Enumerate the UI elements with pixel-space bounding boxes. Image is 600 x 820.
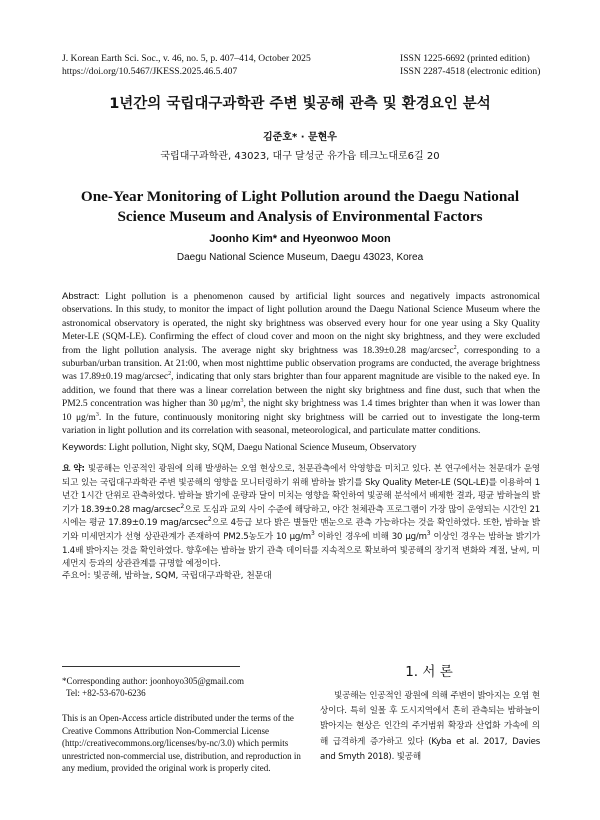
license-note: This is an Open-Access article distributed under the terms of the Creative Commons Attribution Non-Commercial License (http://creativecommons.org/licenses/by-nc/3.0) which permits unrestricted non-commercial use, distribution, and reproduction in any medium, provided the original work is properly cited. bbox=[62, 713, 301, 774]
korean-keywords-label: 주요어: bbox=[62, 571, 91, 581]
issn-print: ISSN 1225-6692 (printed edition) bbox=[400, 53, 530, 64]
abstract-text: . In the future, continuously monitoring night sky brightness will be carried out to investigate the long-term variation in light pollution and its correlation with seasonal, meteorological, and particulate matter conditions. bbox=[62, 412, 540, 437]
footnote-divider bbox=[62, 666, 240, 667]
journal-citation bbox=[62, 52, 352, 78]
korean-keywords-text: 빛공해, 밤하늘, SQM, 국립대구과학관, 천문대 bbox=[90, 571, 272, 581]
abstract-text: , indicating that only stars brighter than four apparent magnitude are visible to the naked eye. In addition, we found that there was a linear correlation between the night sky brightness and fine dust, such that when the PM2.5 concentration was higher than 30 μg/m bbox=[62, 372, 540, 410]
korean-keywords bbox=[62, 568, 540, 581]
abstract-text: Light pollution is a phenomenon caused by artificial light sources and negatively impacts astronomical observations. In this study, to monitor the impact of light pollution around the Daegu National Science Museum where the astronomical observatory is operated, the night sky brightness was observed every hour for one year using a Sky Quality Meter-LE (SQM-LE). Confirming the effect of cloud cover and moon on the night sky brightness, and they were excluded from the light pollution analysis. The average night sky brightness was 18.39±0.28 mag/arcsec bbox=[62, 292, 540, 356]
doi-link[interactable]: https://doi.org/10.5467/JKESS.2025.46.5.407 bbox=[62, 66, 238, 77]
english-affiliation: Daegu National Science Museum, Daegu 43023, Korea bbox=[176, 252, 424, 263]
abstract-label: Abstract: bbox=[62, 291, 100, 302]
superscript: 2 bbox=[453, 344, 457, 351]
korean-abstract-text: 이하인 경우에 비해 30 μg/m bbox=[314, 531, 427, 542]
section-title-introduction: 1. 서 론 bbox=[405, 664, 453, 680]
keywords bbox=[62, 441, 540, 455]
introduction-text: 빛공해는 인공적인 광원에 의해 주변이 밝아지는 오염 현상이다. 특히 일몰 후 도시지역에서 흔히 관측되는 밤하늘이 밝아지는 현상은 인간의 주거범위 확장과 산업화 가속에 의해 급격하게 증가하고 있다 (Kyba et al. 2017, Davies and Smyth 2018). 빛공해 bbox=[320, 691, 540, 762]
english-title bbox=[0, 187, 600, 227]
keywords-label: Keywords: bbox=[62, 442, 107, 453]
superscript: 3 bbox=[426, 530, 431, 538]
korean-abstract bbox=[62, 463, 540, 572]
issn-electronic: ISSN 2287-4518 (electronic edition) bbox=[400, 66, 541, 77]
corresponding-tel: Tel: +82-53-670-6236 bbox=[66, 688, 146, 698]
corresponding-author-note bbox=[62, 675, 302, 699]
journal-info: J. Korean Earth Sci. Soc., v. 46, no. 5, p. 407–414, October 2025 bbox=[62, 53, 311, 64]
korean-abstract-text: 으로 4등급 보다 밝은 별들만 맨눈으로 관측 가능하다는 것을 확인하였다. 또한, 밤하늘 밝기와 미세먼지가 선형 상관관계가 존재하여 PM2.5농도가 10 μg/m bbox=[62, 518, 540, 542]
korean-affiliation: 국립대구과학관, 43023, 대구 달성군 유가읍 테크노대로6길 20 bbox=[160, 151, 440, 162]
abstract-text: , the night sky brightness was 1.4 times brighter than when it was lower than 10 μg/m bbox=[62, 399, 540, 423]
english-title-line1: One-Year Monitoring of Light Pollution around the Daegu National bbox=[80, 188, 520, 205]
korean-title: 1년간의 국립대구과학관 주변 빛공해 관측 및 환경요인 분석 bbox=[109, 96, 491, 112]
korean-abstract-text: 으로 도심과 교외 사이 수준에 해당하고, 야간 천체관측 프로그램이 가장 많이 운영되는 시간인 21시에는 평균 17.89±0.19 mag/arcsec bbox=[62, 504, 540, 529]
issn-block bbox=[400, 52, 560, 78]
korean-authors: 김준호* · 문현우 bbox=[263, 132, 337, 143]
superscript: 3 bbox=[95, 411, 99, 418]
keywords-text: Light pollution, Night sky, SQM, Daegu National Science Museum, Observatory bbox=[106, 443, 417, 453]
english-authors: Joonho Kim* and Hyeonwoo Moon bbox=[209, 233, 391, 245]
korean-abstract-text: 이상인 경우는 밤하늘 밝기가 1.4배 밝아지는 것을 확인하였다. 향후에는 밤하늘 밝기 관측 데이터를 지속적으로 확보하여 빛공해의 장기적 변화와 계절, 날씨, 미세먼지 등과의 상관관계를 규명할 예정이다. bbox=[62, 531, 541, 570]
superscript: 2 bbox=[180, 502, 184, 510]
abstract-text: , corresponding to a suburban/urban transition. At 21:00, when most nighttime public observation programs are conducted, the average brightness was 17.89±0.19 mag/arcsec bbox=[62, 345, 540, 383]
superscript: 2 bbox=[168, 371, 172, 378]
korean-abstract-text: 빛공해는 인공적인 광원에 의해 발생하는 오염 현상으로, 천문관측에서 악영향을 미치고 있다. 본 연구에서는 천문대가 운영되고 있는 국립대구과학관 주변 빛공해의 영향을 모니터링하기 위해 밤하늘 밝기를 Sky Quality Meter-LE (SQL-LE)를 이용하여 1년간 1시간 단위로 관측하였다. 밤하늘 밝기에 운량과 달이 미치는 영향을 확인하여 빛공해 분석에서 배제한 결과, 평균 밤하늘의 밝기가 18.39±0.28 mag/arcsec bbox=[62, 464, 541, 515]
abstract bbox=[62, 290, 540, 438]
corresponding-email: *Corresponding author: joonhoyo305@gmail.com bbox=[62, 676, 245, 686]
korean-abstract-label: 요 약: bbox=[62, 464, 85, 474]
superscript: 2 bbox=[207, 516, 212, 524]
superscript: 3 bbox=[240, 398, 244, 405]
english-title-line2: Science Museum and Analysis of Environmental Factors bbox=[117, 208, 483, 225]
superscript: 3 bbox=[310, 530, 315, 538]
